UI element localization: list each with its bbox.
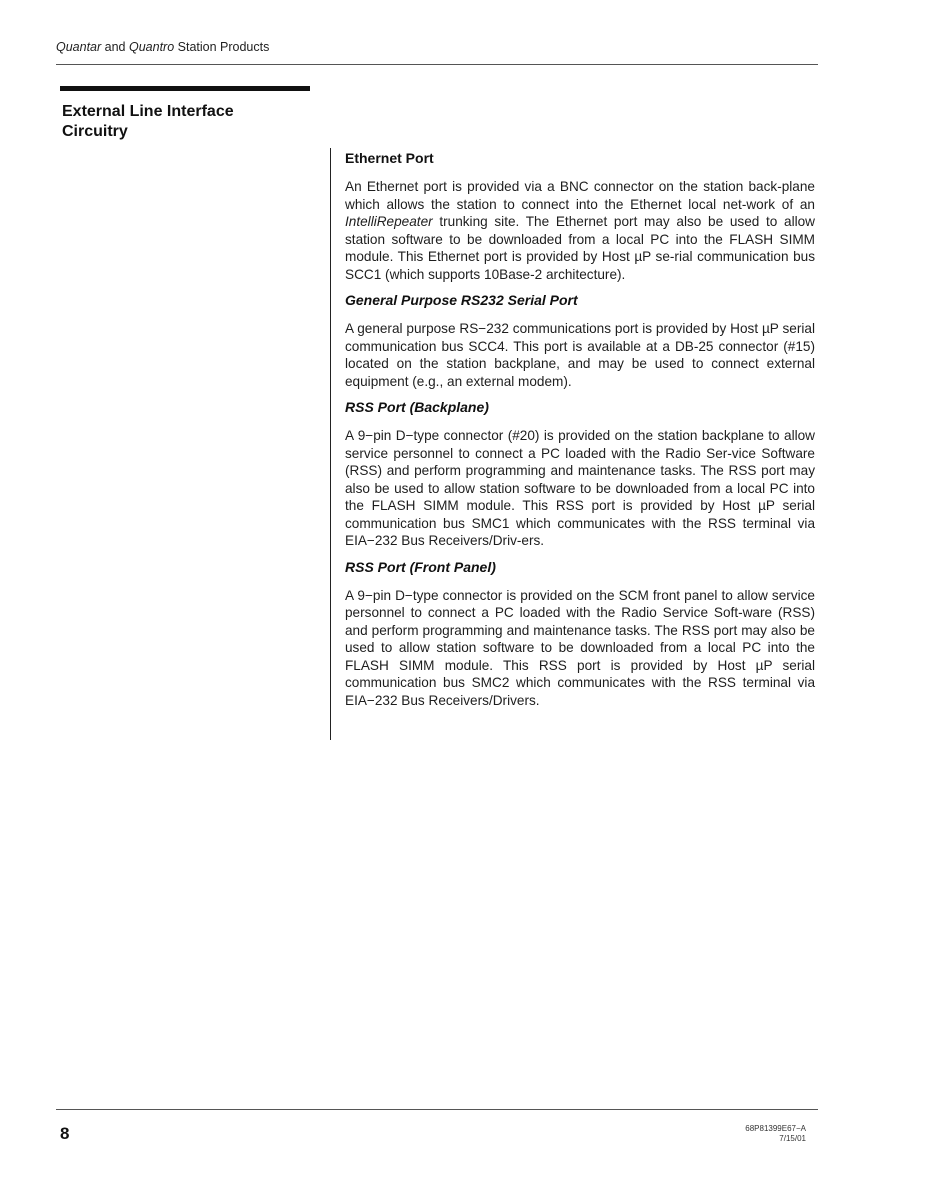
paragraph-ethernet-part1: An Ethernet port is provided via a BNC connector on the station back-plane which allows the station to connect into the Ethernet local net-work of an bbox=[345, 179, 815, 212]
section-title-line2: Circuitry bbox=[62, 123, 128, 140]
running-head-and: and bbox=[101, 40, 129, 54]
page-number: 8 bbox=[60, 1124, 70, 1143]
subsection-heading-rs232: General Purpose RS232 Serial Port bbox=[345, 292, 578, 308]
main-content bbox=[345, 148, 815, 716]
section-title bbox=[62, 102, 302, 142]
footer-divider bbox=[56, 1109, 818, 1110]
running-head-product-a: Quantar bbox=[56, 40, 102, 54]
paragraph-rss-backplane: A 9−pin D−type connector (#20) is provided on the station backplane to allow service personnel to connect a PC loaded with the Radio Ser-vice Software (RSS) and perform programming and maintenance tasks. The RSS port may also be used to allow station software to be downloaded from a local PC into the FLASH SIMM module. This RSS port is provided by Host µP serial communication bus SMC1 which communicates with the RSS terminal via EIA−232 Bus Receivers/Driv-ers. bbox=[345, 428, 815, 548]
paragraph-rs232: A general purpose RS−232 communications port is provided by Host µP serial communication bus SCC4. This port is available at a DB-25 connector (#15) located on the station backplane, and may be used to connect external equipment (e.g., an external modem). bbox=[345, 321, 815, 389]
running-head-rest: Station Products bbox=[174, 40, 270, 54]
section-marker-bar bbox=[60, 86, 310, 91]
subsection-heading-rss-backplane: RSS Port (Backplane) bbox=[345, 399, 489, 415]
paragraph-ethernet-part2: trunking site. The Ethernet port may also be used to allow station software to be downloaded from a local PC into the FLASH SIMM module. This Ethernet port is provided by Host µP se-rial communication bus SCC1 (which supports 10Base-2 architecture). bbox=[345, 214, 815, 282]
running-head bbox=[56, 40, 269, 54]
change-bar bbox=[330, 148, 331, 740]
header-divider bbox=[56, 64, 818, 65]
document-id bbox=[745, 1124, 806, 1144]
document-date: 7/15/01 bbox=[779, 1134, 806, 1143]
subsection-heading-ethernet: Ethernet Port bbox=[345, 150, 434, 166]
paragraph-ethernet bbox=[345, 178, 815, 283]
document-number: 68P81399E67−A bbox=[745, 1124, 806, 1133]
subsection-heading-rss-front-panel: RSS Port (Front Panel) bbox=[345, 558, 496, 575]
section-title-line1: External Line Interface bbox=[62, 103, 234, 120]
intellirepeater-term: IntelliRepeater bbox=[345, 214, 433, 229]
running-head-product-b: Quantro bbox=[128, 40, 175, 54]
paragraph-rss-front-panel: A 9−pin D−type connector is provided on the SCM front panel to allow service personnel to connect a PC loaded with the Radio Service Soft-ware (RSS) and perform programming and maintenance tasks. The RSS port may also be used to allow station software to be downloaded from a local PC into the FLASH SIMM module. This RSS port is provided by Host µP serial communication bus SMC2 which communicates with the RSS terminal via EIA−232 Bus Receivers/Drivers. bbox=[345, 587, 815, 708]
